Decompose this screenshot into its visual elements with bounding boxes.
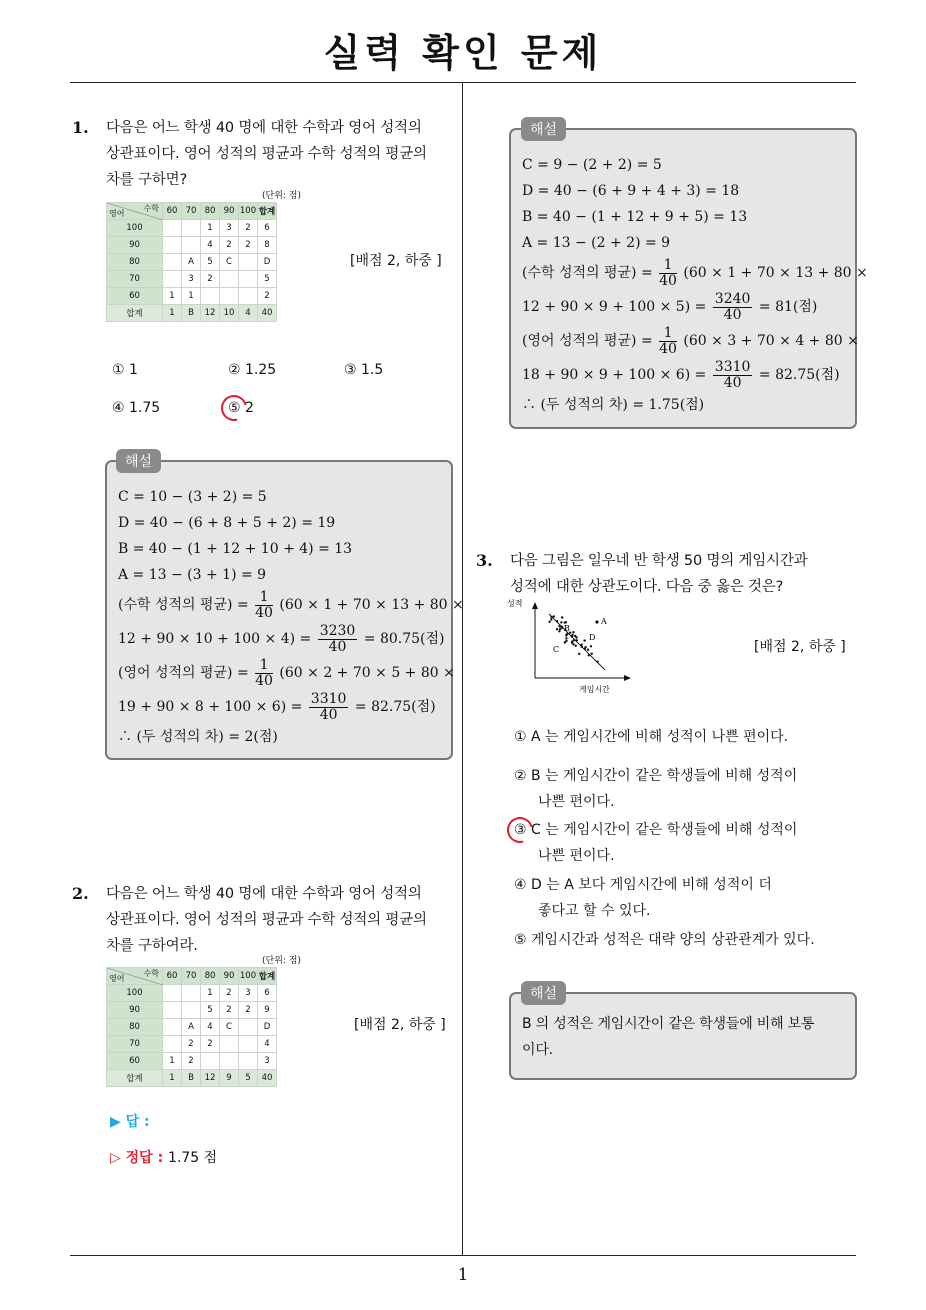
x-axis-arrow	[624, 675, 631, 681]
option-5[interactable]: ⑤ 2	[228, 400, 254, 416]
table-cell: 2	[239, 1002, 258, 1019]
fraction	[713, 360, 753, 391]
option-4[interactable]	[514, 872, 772, 924]
scatter-point	[590, 645, 592, 647]
column-header: 80	[201, 968, 220, 985]
unit-label: (단위: 점)	[262, 191, 301, 201]
table-cell: 1	[163, 288, 182, 305]
solution-line	[522, 256, 868, 290]
question-line: 차를 구하여라.	[106, 938, 198, 954]
scatter-point	[591, 653, 593, 655]
scatter-point	[575, 636, 577, 638]
table-cell	[163, 220, 182, 237]
solution-span: = 81(점)	[758, 299, 818, 315]
scatter-point	[587, 649, 589, 651]
scatter-point	[553, 615, 555, 617]
fraction	[659, 258, 677, 289]
scatter-point	[565, 637, 567, 639]
row-header: 90	[107, 1002, 163, 1019]
question-line: 성적에 대한 상관도이다. 다음 중 옳은 것은?	[510, 579, 784, 595]
table-row	[107, 985, 277, 1002]
table-row	[107, 220, 277, 237]
solution-line	[118, 690, 464, 724]
table-cell	[201, 288, 220, 305]
corner-bottom-label: 영어	[109, 974, 125, 983]
solution-line: C = 10 − (3 + 2) = 5	[118, 489, 267, 505]
column-header: 합계	[258, 203, 277, 220]
table-cell: 2	[239, 237, 258, 254]
solution-tag: 해설	[116, 449, 161, 473]
scatter-point	[561, 626, 563, 628]
table-row	[107, 271, 277, 288]
table-corner	[107, 203, 163, 220]
table-row	[107, 1019, 277, 1036]
point-a	[595, 620, 598, 623]
table-cell: 5	[239, 1070, 258, 1087]
score-label: [배점 2, 하중 ]	[354, 1017, 446, 1033]
table-row	[107, 1070, 277, 1087]
solution-line	[118, 622, 464, 656]
numerator: 1	[255, 590, 273, 606]
table-cell	[182, 237, 201, 254]
row-header: 90	[107, 237, 163, 254]
row-header: 합계	[107, 305, 163, 322]
table-cell	[163, 271, 182, 288]
scatter-point	[580, 644, 582, 646]
scatter-point	[584, 646, 586, 648]
table-cell: 5	[201, 254, 220, 271]
numerator: 3230	[319, 622, 356, 639]
table-cell	[220, 1053, 239, 1070]
scatter-point	[565, 634, 567, 636]
page-title: 실력 확인 문제	[323, 31, 603, 75]
solution-line: A = 13 − (2 + 2) = 9	[522, 235, 671, 251]
solution-tag: 해설	[521, 117, 566, 141]
question-line: 상관표이다. 영어 성적의 평균과 수학 성적의 평균의	[106, 146, 427, 162]
table-cell	[220, 288, 239, 305]
table-row	[107, 1036, 277, 1053]
solution-text	[522, 1011, 814, 1063]
table-cell: A	[182, 254, 201, 271]
table-cell: 2	[182, 1036, 201, 1053]
correct-answer-label: ▷ 정답 :	[110, 1150, 164, 1166]
table-cell	[163, 237, 182, 254]
solution-span: = 82.75(점)	[354, 699, 436, 715]
solution-line: B = 40 − (1 + 12 + 10 + 4) = 13	[118, 541, 353, 557]
table-cell: B	[182, 305, 201, 322]
table-cell: 4	[258, 1036, 277, 1053]
solution-span: 18 + 90 × 9 + 100 × 6) =	[522, 367, 707, 383]
fraction	[318, 624, 358, 655]
table-cell: 8	[258, 237, 277, 254]
numerator: 3310	[310, 690, 347, 707]
solution-line: C = 9 − (2 + 2) = 5	[522, 157, 662, 173]
fraction	[255, 658, 273, 689]
option-line: ⑤ 게임시간과 성적은 대략 양의 상관관계가 있다.	[514, 932, 815, 948]
table-cell: 1	[163, 1053, 182, 1070]
question-text	[106, 881, 427, 959]
solution-span: 12 + 90 × 10 + 100 × 4) =	[118, 631, 312, 647]
corner-bottom-label: 영어	[109, 209, 125, 218]
table-cell: 2	[258, 288, 277, 305]
corner-top-label: 수학	[143, 969, 159, 978]
table-cell: 2	[201, 271, 220, 288]
correlation-table	[106, 967, 277, 1087]
table-cell: D	[258, 254, 277, 271]
fraction	[659, 326, 677, 357]
scatter-point	[576, 639, 578, 641]
table-cell: 4	[201, 1019, 220, 1036]
table-corner	[107, 968, 163, 985]
denominator: 40	[659, 340, 677, 357]
table-cell: 1	[201, 985, 220, 1002]
scatter-point	[550, 618, 552, 620]
table-cell	[163, 1036, 182, 1053]
column-header: 80	[201, 203, 220, 220]
question-number: 3.	[476, 551, 493, 570]
point-a-label: A	[601, 617, 607, 626]
solution-line: 이다.	[522, 1042, 553, 1058]
row-header: 80	[107, 254, 163, 271]
table-cell	[182, 220, 201, 237]
row-header: 60	[107, 288, 163, 305]
table-cell: A	[182, 1019, 201, 1036]
table-cell: C	[220, 254, 239, 271]
x-axis-label: 게임시간	[579, 685, 610, 694]
table-row	[107, 1053, 277, 1070]
table-cell	[239, 1053, 258, 1070]
option-line: 나쁜 편이다.	[538, 794, 615, 810]
solution-line	[118, 656, 464, 690]
denominator: 40	[723, 374, 742, 391]
option-2[interactable]: ② 1.25	[228, 362, 277, 378]
scatter-plot	[505, 594, 635, 698]
question-number: 2.	[72, 884, 89, 903]
table-cell	[220, 271, 239, 288]
table-cell	[163, 985, 182, 1002]
scatter-point	[558, 630, 560, 632]
question-text	[106, 115, 427, 193]
correlation-table	[106, 202, 277, 322]
option-3[interactable]: ③ 1.5	[344, 362, 384, 378]
denominator: 40	[255, 604, 273, 621]
column-header: 60	[163, 203, 182, 220]
option-line: 나쁜 편이다.	[538, 848, 615, 864]
score-label: [배점 2, 하중 ]	[350, 253, 442, 269]
row-header: 100	[107, 985, 163, 1002]
solution-span: (60 × 1 + 70 × 13 + 80 ×	[683, 265, 868, 281]
table-cell: 6	[258, 985, 277, 1002]
column-header: 60	[163, 968, 182, 985]
solution-span: (60 × 3 + 70 × 4 + 80 ×	[683, 333, 859, 349]
scatter-point	[572, 631, 574, 633]
scatter-point	[556, 620, 558, 622]
correct-answer	[110, 1147, 217, 1167]
solution-line: A = 13 − (3 + 1) = 9	[118, 567, 267, 583]
option-5[interactable]	[514, 927, 815, 953]
unit-label: (단위: 점)	[262, 956, 301, 966]
table-cell	[239, 288, 258, 305]
bottom-rule	[70, 1255, 856, 1256]
table-cell: 4	[201, 237, 220, 254]
solution-line: B = 40 − (1 + 12 + 9 + 5) = 13	[522, 209, 748, 225]
solution-span: (60 × 1 + 70 × 13 + 80 ×	[279, 597, 464, 613]
question-line: 상관표이다. 영어 성적의 평균과 수학 성적의 평균의	[106, 912, 427, 928]
table-cell: 2	[220, 1002, 239, 1019]
column-header: 90	[220, 968, 239, 985]
scatter-point	[571, 635, 573, 637]
solution-text	[118, 484, 464, 750]
score-label: [배점 2, 하중 ]	[754, 639, 846, 655]
solution-line	[522, 290, 868, 324]
table-cell	[163, 254, 182, 271]
table-row	[107, 254, 277, 271]
solution-span: (60 × 2 + 70 × 5 + 80 ×	[279, 665, 455, 681]
numerator: 3310	[714, 358, 751, 375]
table-cell	[201, 1053, 220, 1070]
table-cell: C	[220, 1019, 239, 1036]
solution-line: D = 40 − (6 + 9 + 4 + 3) = 18	[522, 183, 740, 199]
table-cell: 2	[201, 1036, 220, 1053]
solution-line: D = 40 − (6 + 8 + 5 + 2) = 19	[118, 515, 336, 531]
scatter-point	[559, 628, 561, 630]
table-cell	[163, 1002, 182, 1019]
option-1[interactable]: ① 1	[112, 362, 138, 378]
scatter-point	[597, 661, 599, 663]
table-cell: 5	[201, 1002, 220, 1019]
page-number: 1	[457, 1265, 469, 1285]
scatter-point	[561, 616, 563, 618]
solution-text	[522, 152, 868, 418]
option-line: ① A 는 게임시간에 비해 성적이 나쁜 편이다.	[514, 729, 789, 745]
table-row	[107, 237, 277, 254]
numerator: 1	[659, 258, 677, 274]
table-row	[107, 1002, 277, 1019]
table-cell: 40	[258, 305, 277, 322]
scatter-point	[575, 645, 577, 647]
option-line: ④ D 는 A 보다 게임시간에 비해 성적이 더	[514, 877, 772, 893]
table-row	[107, 305, 277, 322]
solution-span: (영어 성적의 평균) =	[522, 333, 653, 349]
scatter-point	[558, 625, 560, 627]
table-cell	[220, 1036, 239, 1053]
table-cell: 1	[163, 1070, 182, 1087]
option-4[interactable]: ④ 1.75	[112, 400, 161, 416]
column-header: 100	[239, 968, 258, 985]
question-text	[510, 548, 807, 600]
table-cell: 2	[239, 220, 258, 237]
table-cell: 4	[239, 305, 258, 322]
scatter-point	[571, 640, 573, 642]
table-cell: 1	[163, 305, 182, 322]
table-cell: 9	[258, 1002, 277, 1019]
table-cell	[239, 1019, 258, 1036]
corner-top-label: 수학	[143, 204, 159, 213]
answer-input-label[interactable]: ▶ 답 :	[110, 1114, 150, 1130]
table-cell: B	[182, 1070, 201, 1087]
denominator: 40	[659, 272, 677, 289]
solution-tag: 해설	[521, 981, 566, 1005]
solution-span: = 80.75(점)	[363, 631, 445, 647]
option-line: 좋다고 할 수 있다.	[538, 903, 651, 919]
scatter-point	[581, 646, 583, 648]
row-header: 70	[107, 271, 163, 288]
scatter-point	[556, 628, 558, 630]
column-header: 90	[220, 203, 239, 220]
row-header: 100	[107, 220, 163, 237]
solution-span: 12 + 90 × 9 + 100 × 5) =	[522, 299, 707, 315]
scatter-point	[550, 616, 552, 618]
table-cell: 12	[201, 305, 220, 322]
table-cell: 1	[201, 220, 220, 237]
option-line: ③ C 는 게임시간이 같은 학생들에 비해 성적이	[514, 822, 798, 838]
table-cell: 10	[220, 305, 239, 322]
question-line: 차를 구하면?	[106, 172, 187, 188]
y-axis-arrow	[532, 602, 538, 609]
scatter-point	[588, 654, 590, 656]
table-cell: 12	[201, 1070, 220, 1087]
solution-line	[522, 324, 868, 358]
numerator: 3240	[714, 290, 751, 307]
table-cell: 3	[258, 1053, 277, 1070]
table-cell: 2	[220, 237, 239, 254]
denominator: 40	[328, 638, 347, 655]
option-1[interactable]	[514, 724, 788, 750]
table-cell: 3	[220, 220, 239, 237]
table-cell	[182, 1002, 201, 1019]
column-header: 70	[182, 203, 201, 220]
row-header: 합계	[107, 1070, 163, 1087]
top-rule	[70, 82, 856, 83]
table-cell: 6	[258, 220, 277, 237]
scatter-point	[548, 621, 550, 623]
solution-span: (수학 성적의 평균) =	[522, 265, 653, 281]
denominator: 40	[255, 672, 273, 689]
table-cell	[239, 1036, 258, 1053]
scatter-point	[560, 621, 562, 623]
column-header: 합계	[258, 968, 277, 985]
table-cell	[182, 985, 201, 1002]
row-header: 60	[107, 1053, 163, 1070]
solution-span: (수학 성적의 평균) =	[118, 597, 249, 613]
column-header: 70	[182, 968, 201, 985]
question-number: 1.	[72, 118, 89, 137]
table-cell: 3	[239, 985, 258, 1002]
option-2[interactable]	[514, 763, 797, 815]
table-cell: 2	[220, 985, 239, 1002]
fraction	[713, 292, 753, 323]
question-line: 다음은 어느 학생 40 명에 대한 수학과 영어 성적의	[106, 886, 422, 902]
table-cell: 3	[182, 271, 201, 288]
numerator: 1	[659, 326, 677, 342]
numerator: 1	[255, 658, 273, 674]
solution-line: ∴ (두 성적의 차) = 1.75(점)	[522, 397, 705, 413]
denominator: 40	[319, 706, 338, 723]
table-cell: 5	[258, 271, 277, 288]
row-header: 80	[107, 1019, 163, 1036]
solution-span: = 82.75(점)	[758, 367, 840, 383]
fraction	[255, 590, 273, 621]
table-cell	[239, 254, 258, 271]
solution-line: B 의 성적은 게임시간이 같은 학생들에 비해 보통	[522, 1016, 815, 1032]
solution-line: ∴ (두 성적의 차) = 2(점)	[118, 729, 278, 745]
point-d-label: D	[589, 633, 596, 642]
scatter-point	[565, 640, 567, 642]
fraction	[309, 692, 349, 723]
correct-answer-value: 1.75 점	[168, 1150, 218, 1166]
table-cell	[163, 1019, 182, 1036]
denominator: 40	[723, 306, 742, 323]
table-row	[107, 288, 277, 305]
row-header: 70	[107, 1036, 163, 1053]
option-3[interactable]	[514, 817, 797, 869]
scatter-point	[583, 639, 585, 641]
solution-line	[118, 588, 464, 622]
table-cell: 9	[220, 1070, 239, 1087]
solution-line	[522, 358, 868, 392]
table-cell: 2	[182, 1053, 201, 1070]
table-cell	[239, 271, 258, 288]
solution-span: (영어 성적의 평균) =	[118, 665, 249, 681]
scatter-point	[578, 653, 580, 655]
table-cell: 40	[258, 1070, 277, 1087]
y-axis-label: 성적	[507, 599, 523, 608]
solution-span: 19 + 90 × 8 + 100 × 6) =	[118, 699, 303, 715]
point-c-label: C	[553, 645, 560, 654]
table-cell: 1	[182, 288, 201, 305]
point-b-label: B	[564, 624, 570, 633]
option-line: ② B 는 게임시간이 같은 학생들에 비해 성적이	[514, 768, 798, 784]
column-header: 100	[239, 203, 258, 220]
question-line: 다음 그림은 일우네 반 학생 50 명의 게임시간과	[510, 553, 808, 569]
question-line: 다음은 어느 학생 40 명에 대한 수학과 영어 성적의	[106, 120, 422, 136]
table-cell: D	[258, 1019, 277, 1036]
